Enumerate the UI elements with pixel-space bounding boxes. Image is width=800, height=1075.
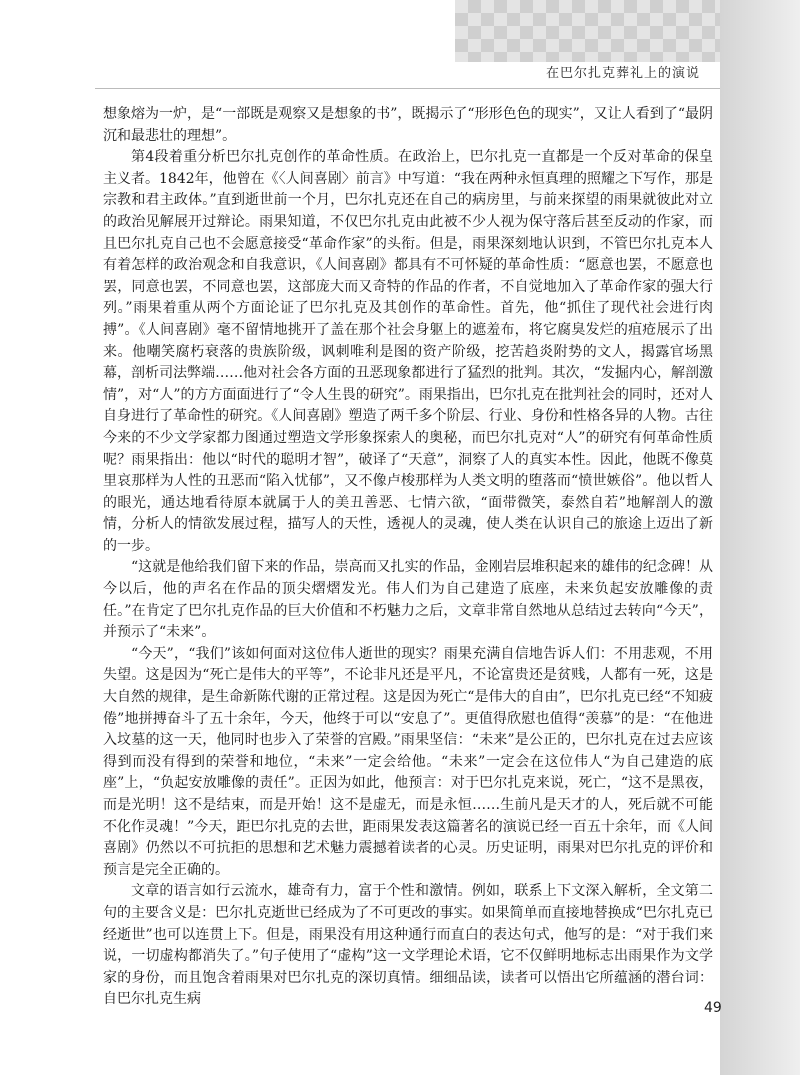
- running-header-title: 在巴尔扎克葬礼上的演说: [545, 66, 700, 81]
- body-paragraph: 想象熔为一炉，是“一部既是观察又是想象的书”，既揭示了“形形色色的现实”，又让人看到了“最阴沉和最悲壮的理想”。: [103, 106, 713, 144]
- body-paragraph: “这就是他给我们留下来的作品，崇高而又扎实的作品，金刚岩层堆积起来的雄伟的纪念碑！从今以后，他的声名在作品的顶尖熠熠发光。伟人们为自己建造了底座，未来负起安放雕像的责任。”在肯定了巴尔扎克作品的巨大价值和不朽魅力之后，文章非常自然地从总结过去转向“今天”，并预示了“未来”。: [103, 559, 713, 641]
- header-checker-pattern: [455, 0, 720, 62]
- header-divider: [95, 88, 720, 89]
- page-edge-bar: [720, 0, 800, 1075]
- body-paragraph: “今天”，“我们”该如何面对这位伟人逝世的现实？雨果充满自信地告诉人们：不用悲观，不用失望。这是因为“死亡是伟大的平等”，不论非凡还是平凡，不论富贵还是贫贱，人都有一死，这是大自然的规律，是生命新陈代谢的正常过程。这是因为死亡“是伟大的自由”，巴尔扎克已经“不知疲倦”地拼搏奋斗了五十余年，今天，他终于可以“安息了”。更值得欣慰也值得“羡慕”的是：“在他进入坟墓的这一天，他同时也步入了荣誉的宫殿。”雨果坚信：“未来”是公正的，巴尔扎克在过去应该得到而没有得到的荣誉和地位，“未来”一定会给他。“未来”一定会在这位伟人“为自己建造的底座”上，“负起安放雕像的责任”。正因为如此，他预言：对于巴尔扎克来说，死亡，“这不是黑夜，而是光明！这不是结束，而是开始！这不是虚无，而是永恒……生前凡是天才的人，死后就不可能不化作灵魂！”今天，距巴尔扎克的去世，距雨果发表这篇著名的演说已经一百五十余年，而《人间喜剧》仍然以不可抗拒的思想和艺术魅力震撼着读者的心灵。历史证明，雨果对巴尔扎克的评价和预言是完全正确的。: [103, 645, 713, 878]
- body-paragraph: 第4段着重分析巴尔扎克创作的革命性质。在政治上，巴尔扎克一直都是一个反对革命的保皇主义者。1842年，他曾在《〈人间喜剧〉前言》中写道：“我在两种永恒真理的照耀之下写作，那是宗教和君主政体。”直到逝世前一个月，巴尔扎克还在自己的病房里，与前来探望的雨果就彼此对立的政治见解展开过辩论。雨果知道，不仅巴尔扎克由此被不少人视为保守落后甚至反动的作家，而且巴尔扎克自己也不会愿意接受“革命作家”的头衔。但是，雨果深刻地认识到，不管巴尔扎克本人有着怎样的政治观念和自我意识，《人间喜剧》都具有不可怀疑的革命性质：“愿意也罢，不愿意也罢，同意也罢，不同意也罢，这部庞大而又奇特的作品的作者，不自觉地加入了革命作家的强大行列。”雨果着重从两个方面论证了巴尔扎克及其创作的革命性。首先，他“抓住了现代社会进行肉搏”。《人间喜剧》毫不留情地挑开了盖在那个社会身躯上的遮羞布，将它腐臭发烂的疽疮展示了出来。他嘲笑腐朽衰落的贵族阶级，讽刺唯利是图的资产阶级，挖苦趋炎附势的文人，揭露官场黑幕，剖析司法弊端……他对社会各方面的丑恶现象都进行了猛烈的批判。其次，“发掘内心，解剖激情”，对“人”的方方面面进行了“令人生畏的研究”。雨果指出，巴尔扎克在批判社会的同时，还对人自身进行了革命性的研究。《人间喜剧》塑造了两千多个阶层、行业、身份和性格各异的人物。古往今来的不少文学家都力图通过塑造文学形象探索人的奥秘，而巴尔扎克对“人”的研究有何革命性质呢？雨果指出：他以“时代的聪明才智”，破译了“天意”，洞察了人的真实本性。因此，他既不像莫里哀那样为人性的丑恶而“陷入忧郁”，又不像卢梭那样为人类文明的堕落而“愤世嫉俗”。他以哲人的眼光，通达地看待原本就属于人的美丑善恶、七情六欲，“面带微笑，泰然自若”地解剖人的激情，分析人的情欲发展过程，描写人的天性，透视人的灵魂，使人类在认识自己的旅途上迈出了新的一步。: [103, 149, 713, 554]
- article-body: [103, 104, 713, 1011]
- body-paragraph: 文章的语言如行云流水，雄奇有力，富于个性和激情。例如，联系上下文深入解析，全文第二句的主要含义是：巴尔扎克逝世已经成为了不可更改的事实。如果简单而直接地替换成“巴尔扎克已经逝世”也可以连贯上下。但是，雨果没有用这种通行而直白的表达句式，他写的是：“对于我们来说，一切虚构都消失了。”句子使用了“虚构”这一文学理论术语，它不仅鲜明地标志出雨果作为文学家的身份，而且饱含着雨果对巴尔扎克的深切真情。细细品读，读者可以悟出它所蕴涵的潜台词：自巴尔扎克生病: [103, 883, 713, 1008]
- page-number: 49: [704, 1000, 722, 1016]
